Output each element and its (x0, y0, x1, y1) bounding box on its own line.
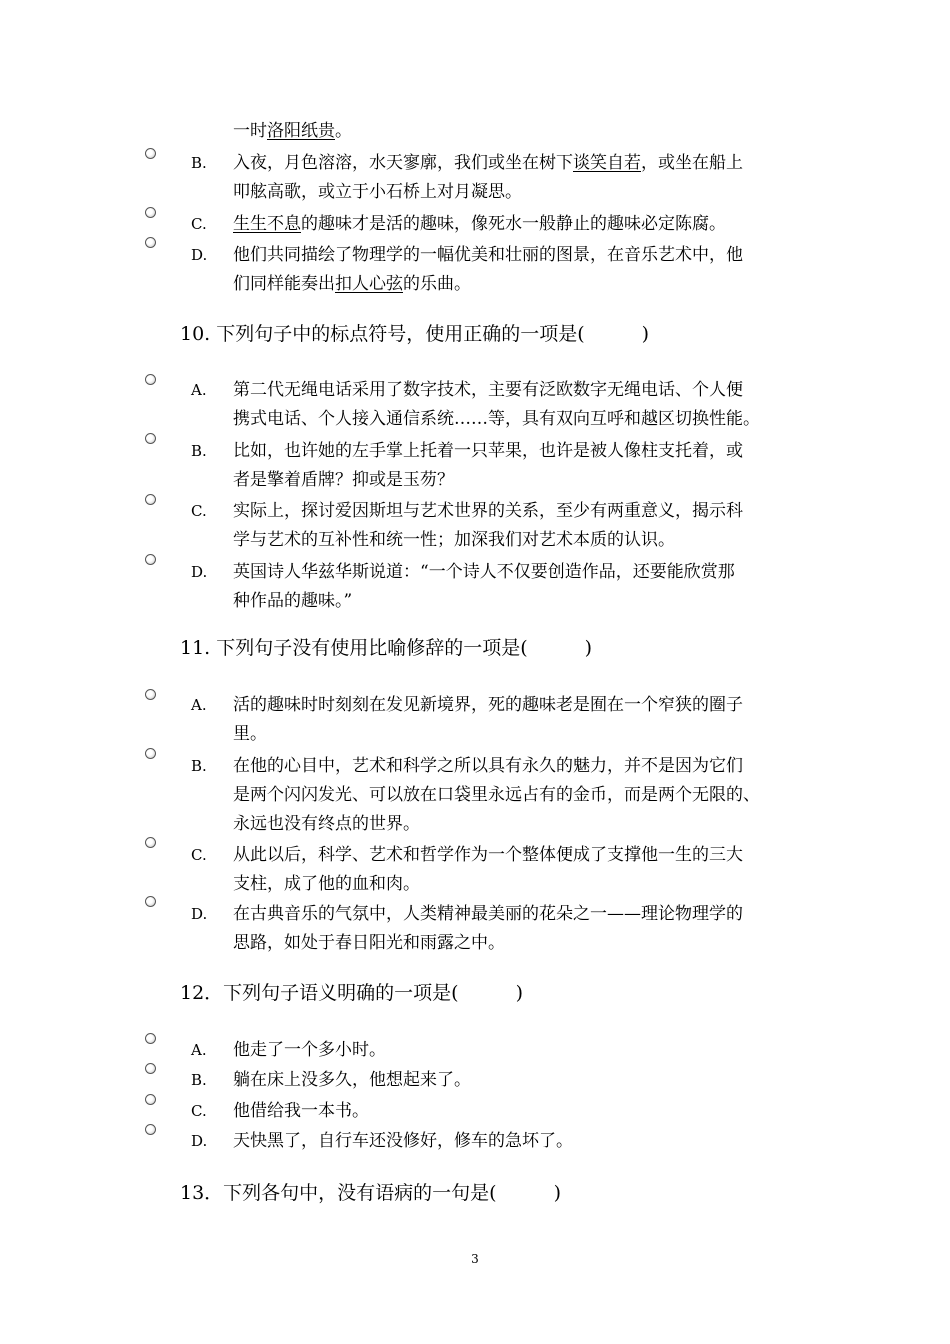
q9-option-c-letter: C. (191, 215, 207, 233)
q11-option-a-letter: A. (191, 696, 207, 714)
q10-option-d-letter: D. (191, 563, 208, 581)
q10-option-b-line1: 比如，也许她的左手掌上托着一只苹果，也许是被人像柱支托着，或 (233, 441, 743, 461)
q9-option-d-line2 (233, 274, 471, 294)
q9-option-d-line1: 他们共同描绘了物理学的一幅优美和壮丽的图景，在音乐艺术中，他 (233, 245, 743, 265)
q9-c-underlined: 生生不息 (233, 214, 301, 234)
page-number: 3 (471, 1252, 479, 1266)
q13-stem: 13．下列各句中，没有语病的一句是( ) (180, 1182, 562, 1204)
q12-option-b-letter: B. (191, 1071, 207, 1089)
q9-option-b-line2: 叩舷高歌，或立于小石桥上对月凝思。 (233, 182, 522, 202)
q12-option-c-letter: C. (191, 1102, 207, 1120)
q9-option-b-line1 (233, 153, 743, 173)
q11-option-a-line2: 里。 (233, 724, 267, 744)
q11-option-b-line3: 永远也没有终点的世界。 (233, 814, 420, 834)
q9-option-d-radio[interactable] (145, 237, 156, 248)
q12-option-b-radio[interactable] (145, 1063, 156, 1074)
q11-option-b-line1: 在他的心目中，艺术和科学之所以具有永久的魅力，并不是因为它们 (233, 756, 743, 776)
q9-option-b-letter: B. (191, 154, 207, 172)
q9-option-b-radio[interactable] (145, 148, 156, 159)
q11-stem: 11. 下列句子没有使用比喻修辞的一项是( ) (180, 637, 593, 659)
q12-option-d-radio[interactable] (145, 1124, 156, 1135)
q10-option-d-line1: 英国诗人华兹华斯说道：“一个诗人不仅要创造作品，还要能欣赏那 (233, 562, 735, 582)
q10-option-c-radio[interactable] (145, 494, 156, 505)
q10-option-a-line1: 第二代无绳电话采用了数字技术，主要有泛欧数字无绳电话、个人便 (233, 380, 743, 400)
q10-stem: 10. 下列句子中的标点符号，使用正确的一项是( ) (180, 323, 650, 345)
q9-a-underlined: 洛阳纸贵 (267, 121, 335, 141)
q10-option-c-line1: 实际上，探讨爱因斯坦与艺术世界的关系，至少有两重意义，揭示科 (233, 501, 743, 521)
q9-a-pre: 一时 (233, 121, 267, 141)
q10-option-b-letter: B. (191, 442, 207, 460)
q9-c-post: 的趣味才是活的趣味，像死水一般静止的趣味必定陈腐。 (301, 214, 726, 234)
q12-option-d-line1: 天快黑了，自行车还没修好，修车的急坏了。 (233, 1131, 573, 1151)
q12-option-c-line1: 他借给我一本书。 (233, 1101, 369, 1121)
q11-option-d-line2: 思路，如处于春日阳光和雨露之中。 (233, 933, 505, 953)
q10-option-c-line2: 学与艺术的互补性和统一性；加深我们对艺术本质的认识。 (233, 530, 675, 550)
q12-option-a-letter: A. (191, 1041, 207, 1059)
q12-option-a-line1: 他走了一个多小时。 (233, 1040, 386, 1060)
q9-b-underlined: 谈笑自若 (573, 153, 641, 173)
q11-option-b-line2: 是两个闪闪发光、可以放在口袋里永远占有的金币，而是两个无限的、 (233, 785, 760, 805)
q10-option-d-radio[interactable] (145, 554, 156, 565)
q9-d-pre: 们同样能奏出 (233, 274, 335, 294)
q9-option-c-radio[interactable] (145, 207, 156, 218)
q11-option-c-letter: C. (191, 846, 207, 864)
q9-option-c-line1 (233, 214, 726, 234)
q9-d-underlined: 扣人心弦 (335, 274, 403, 294)
q9-d-post: 的乐曲。 (403, 274, 471, 294)
q11-option-a-line1: 活的趣味时时刻刻在发见新境界，死的趣味老是囿在一个窄狭的圈子 (233, 695, 743, 715)
q12-option-a-radio[interactable] (145, 1033, 156, 1044)
q10-option-c-letter: C. (191, 502, 207, 520)
q12-option-d-letter: D. (191, 1132, 208, 1150)
q9-b-post: ，或坐在船上 (641, 153, 743, 173)
q11-option-c-line1: 从此以后，科学、艺术和哲学作为一个整体便成了支撑他一生的三大 (233, 845, 743, 865)
q11-option-b-letter: B. (191, 757, 207, 775)
q10-option-d-line2: 种作品的趣味。” (233, 591, 353, 611)
q10-option-b-line2: 者是擎着盾牌？抑或是玉芴？ (233, 470, 454, 490)
q11-option-d-letter: D. (191, 905, 208, 923)
q9-b-pre: 入夜，月色溶溶，水天寥廓，我们或坐在树下 (233, 153, 573, 173)
q9-option-a-line2 (233, 121, 352, 141)
q11-option-d-radio[interactable] (145, 896, 156, 907)
q11-option-c-line2: 支柱，成了他的血和肉。 (233, 874, 420, 894)
q10-option-a-line2: 携式电话、个人接入通信系统……等，具有双向互呼和越区切换性能。 (233, 409, 760, 429)
q9-a-post: 。 (335, 121, 352, 141)
q11-option-b-radio[interactable] (145, 748, 156, 759)
q10-option-a-letter: A. (191, 381, 207, 399)
q12-option-c-radio[interactable] (145, 1094, 156, 1105)
q10-option-b-radio[interactable] (145, 433, 156, 444)
q11-option-c-radio[interactable] (145, 837, 156, 848)
q11-option-d-line1: 在古典音乐的气氛中，人类精神最美丽的花朵之一——理论物理学的 (233, 904, 743, 924)
q12-option-b-line1: 躺在床上没多久，他想起来了。 (233, 1070, 471, 1090)
q9-option-d-letter: D. (191, 246, 208, 264)
q12-stem: 12．下列句子语义明确的一项是( ) (180, 982, 524, 1004)
q11-option-a-radio[interactable] (145, 689, 156, 700)
q10-option-a-radio[interactable] (145, 374, 156, 385)
